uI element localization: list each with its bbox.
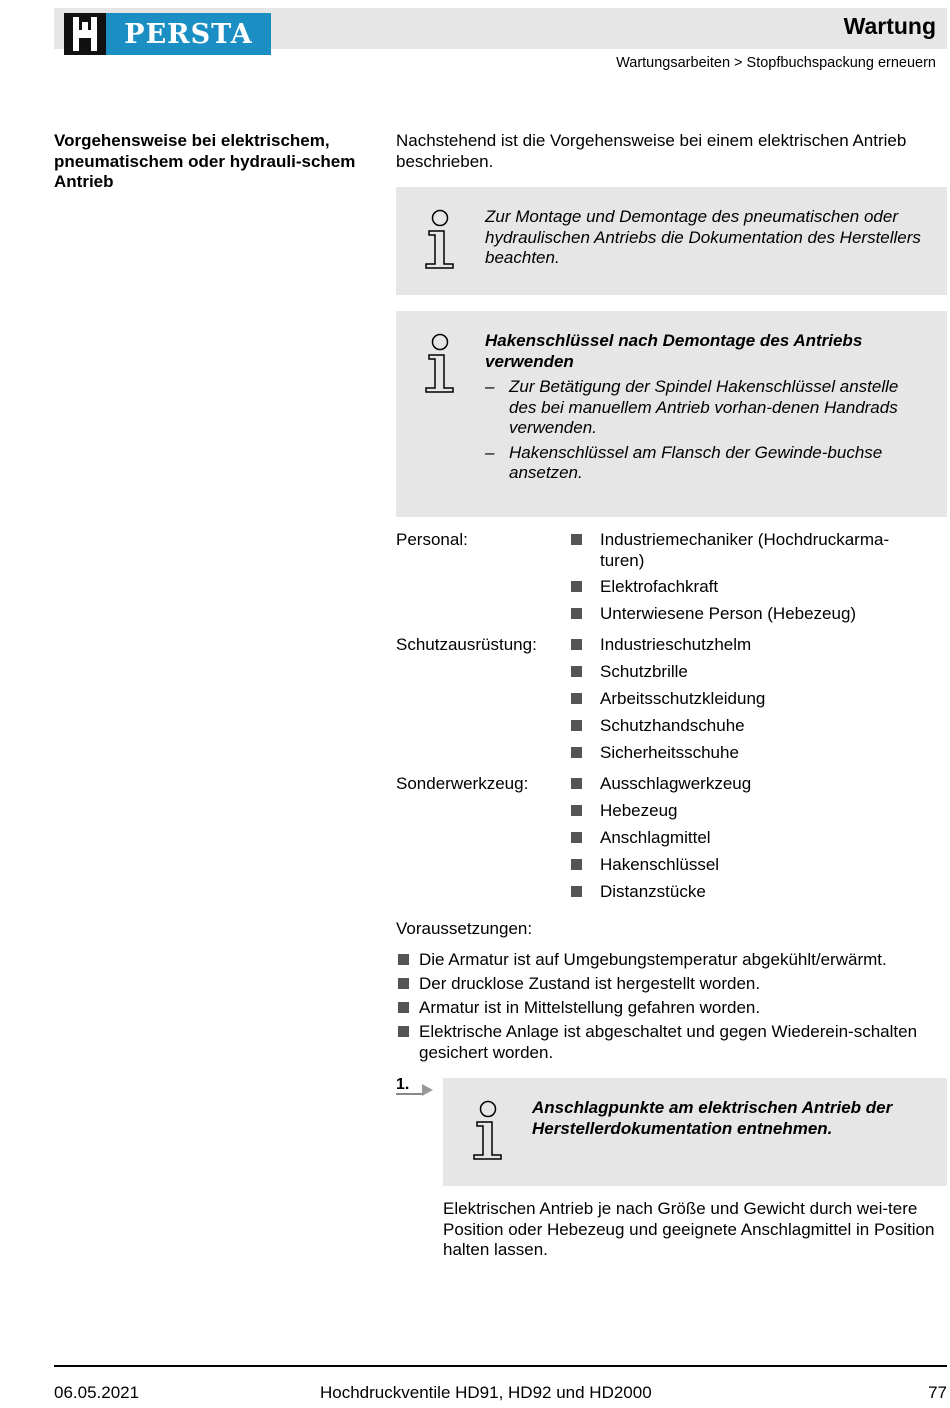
requirement-item: Arbeitsschutzkleidung (600, 689, 766, 708)
requirement-item: Sicherheitsschuhe (600, 743, 739, 762)
note-list-item-text: Hakenschlüssel am Flansch der Gewinde-buchse ansetzen. (509, 442, 883, 482)
info-note-box (396, 187, 947, 295)
logo-wordmark: PERSTA (106, 13, 271, 55)
requirement-item: Unterwiesene Person (Hebezeug) (600, 604, 857, 623)
protection-label: Schutzausrüstung: (396, 635, 537, 654)
square-bullet-icon (571, 639, 582, 650)
info-icon (470, 1100, 504, 1160)
tools-label: Sonderwerkzeug: (396, 774, 529, 793)
requirement-item: Distanzstücke (600, 882, 706, 901)
note-list-item (485, 443, 915, 484)
intro-paragraph: Nachstehend ist die Vorgehensweise bei einem elektrischen Antrieb beschrieben. (396, 131, 907, 171)
square-bullet-icon (571, 832, 582, 843)
requirement-item: Schutzhandschuhe (600, 716, 745, 735)
note-list-item (485, 377, 915, 439)
step-description: Elektrischen Antrieb je nach Größe und Gewicht durch wei-tere Position oder Hebezeug und geeignete Anschlagmittel in Position halten lassen. (443, 1199, 935, 1259)
requirement-item: Ausschlagwerkzeug (600, 774, 752, 793)
info-icon (422, 209, 456, 269)
footer-title: Hochdruckventile HD91, HD92 und HD2000 (320, 1383, 652, 1402)
precondition-item: Elektrische Anlage ist abgeschaltet und gegen Wiederein-schalten gesichert worden. (419, 1022, 918, 1062)
step-note-text: Anschlagpunkte am elektrischen Antrieb der Herstellerdokumentation entnehmen. (532, 1098, 893, 1138)
chapter-title: Wartung (843, 13, 936, 39)
personal-label: Personal: (396, 530, 468, 549)
square-bullet-icon (398, 1002, 409, 1013)
footer-rule (54, 1365, 947, 1367)
precondition-item: Armatur ist in Mittelstellung gefahren worden. (419, 998, 761, 1017)
square-bullet-icon (398, 954, 409, 965)
square-bullet-icon (398, 1026, 409, 1037)
step-arrow-icon (396, 1082, 434, 1096)
square-bullet-icon (571, 859, 582, 870)
requirement-item: Industrieschutzhelm (600, 635, 752, 654)
requirement-item: Hakenschlüssel (600, 855, 720, 874)
info-note-box (443, 1078, 947, 1186)
info-note-box (396, 311, 947, 517)
step-number: 1. (396, 1076, 410, 1093)
info-icon (422, 333, 456, 393)
info-note-content (485, 331, 915, 484)
square-bullet-icon (571, 778, 582, 789)
logo-mark-icon (64, 13, 106, 55)
square-bullet-icon (571, 666, 582, 677)
square-bullet-icon (571, 581, 582, 592)
square-bullet-icon (571, 886, 582, 897)
preconditions-label: Voraussetzungen: (396, 919, 533, 938)
square-bullet-icon (571, 805, 582, 816)
info-note-text: Zur Montage und Demontage des pneumatischen oder hydraulischen Antriebs die Dokumentation des Herstellers beachten. (485, 207, 921, 267)
breadcrumb: Wartungsarbeiten > Stopfbuchspackung erneuern (616, 55, 936, 71)
persta-logo (64, 13, 271, 55)
precondition-item: Der drucklose Zustand ist hergestellt worden. (419, 974, 761, 993)
precondition-item: Die Armatur ist auf Umgebungstemperatur abgekühlt/erwärmt. (419, 950, 887, 969)
square-bullet-icon (571, 747, 582, 758)
info-note-title: Hakenschlüssel nach Demontage des Antriebs verwenden (485, 331, 863, 371)
requirement-item: Schutzbrille (600, 662, 688, 681)
requirement-item: Hebezeug (600, 801, 678, 820)
note-list-item-text: Zur Betätigung der Spindel Hakenschlüssel anstelle des bei manuellem Antrieb vorhan-denen Handrads verwenden. (509, 377, 899, 437)
requirement-item: Industriemechaniker (Hochdruckarma-turen) (600, 530, 890, 570)
requirement-item: Elektrofachkraft (600, 577, 719, 596)
footer-date: 06.05.2021 (54, 1383, 140, 1402)
section-side-heading: Vorgehensweise bei elektrischem, pneumatischem oder hydrauli-schem Antrieb (54, 131, 356, 191)
square-bullet-icon (571, 693, 582, 704)
dash-marker: – (485, 377, 495, 396)
square-bullet-icon (571, 608, 582, 619)
dash-marker: – (485, 442, 495, 462)
square-bullet-icon (571, 720, 582, 731)
square-bullet-icon (398, 978, 409, 989)
page-number: 77 (928, 1383, 947, 1402)
requirement-item: Anschlagmittel (600, 828, 711, 847)
square-bullet-icon (571, 534, 582, 545)
